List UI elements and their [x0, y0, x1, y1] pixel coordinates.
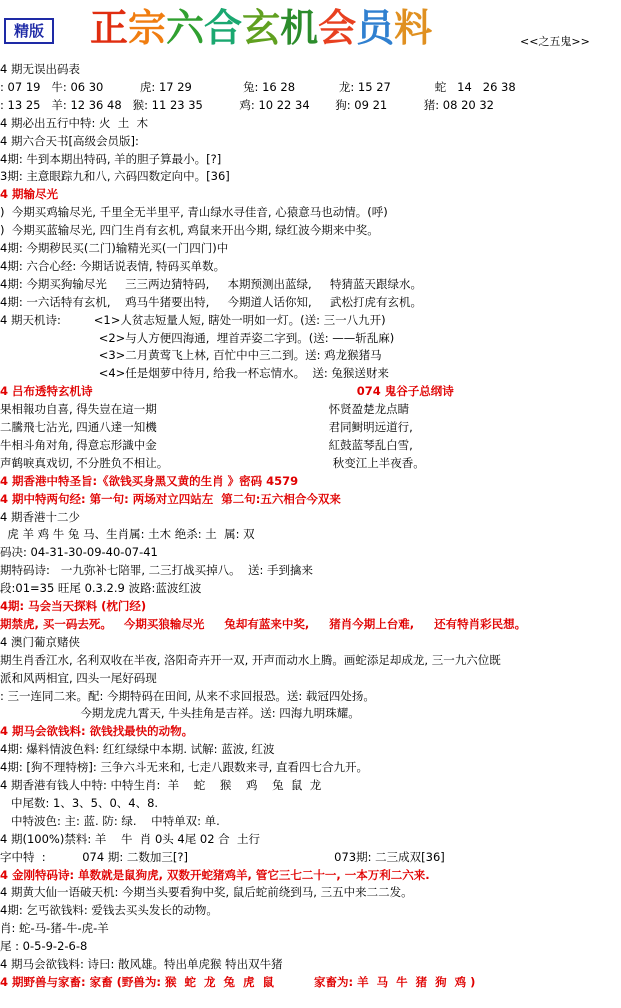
section-heading-line: 4 期野兽与家畜: 家畜 (野兽为: 猴 蛇 龙 兔 虎 鼠 家畜为: 羊 马 牛 猪 狗 鸡 ) [0, 974, 476, 989]
text-line: 4 期天机诗: <1>人贫志短量人短, 瞎处一明如一灯。(送: 三一八九开) [0, 312, 386, 327]
section-heading-line: 期禁虎, 买一码去死。 今期买狼输尽光 兔却有蓝来中奖, 猪肖今期上台难, 还有特肖彩民想。 [0, 616, 527, 631]
text-line: 期特码诗: 一九弥补七陪罪, 二三打战买掉八。 送: 手到擒来 [0, 563, 313, 578]
text-line: 段:01=35 旺尾 0.3.2.9 波路:蓝波红波 [0, 581, 202, 596]
title-char: 会 [318, 5, 357, 50]
text-line: 派和风两相宜, 四头一尾好码现 [0, 670, 157, 685]
title-char: 机 [280, 5, 319, 50]
text-line: 尾 : 0-5-9-2-6-8 [0, 939, 88, 954]
page-header [0, 0, 621, 60]
page-title [90, 4, 432, 52]
section-heading-line: 4 期马会欲钱料: 欲钱找最快的动物。 [0, 724, 194, 739]
text-line: 4期: 今期秽民买(二门)输精光买(一门四门)中 [0, 241, 229, 255]
text-line: 4 期必出五行中特: 火 土 木 [0, 115, 149, 130]
title-char: 宗 [128, 5, 167, 50]
text-line: 牛相斗角对角, 得意忘形識中金 紅鼓蓝琴乱白雪, [0, 437, 413, 452]
text-line: 中特波色: 主: 蓝. 防: 绿. 中特单双: 单. [0, 813, 220, 828]
text-line: 4 澳门葡京赌侠 [0, 634, 80, 649]
text-line: 4期: 一六话特有玄机, 鸡马牛猪要出特, 今期道人话你知, 武松打虎有玄机。 [0, 294, 422, 309]
text-line: <4>任是烟萝中待月, 给我一杯忘情水。 送: 兔猴送财来 [0, 366, 389, 381]
title-char: 合 [204, 5, 243, 50]
text-line: 声鹤唳真戏切, 不分胜负不相让。 秋变江上半夜香。 [0, 455, 425, 470]
page-subtitle: <<之五鬼>> [520, 35, 590, 48]
text-line: 4期: 爆料情波色料: 红红绿绿中本期. 试解: 蓝波, 红波 [0, 742, 275, 757]
text-line: 虎 羊 鸡 牛 兔 马、生肖属: 土木 绝杀: 土 属: 双 [0, 527, 255, 542]
text-line: 4期: [狗不理特榜]: 三争六斗无来和, 七走八跟数来寻, 直看四七合九开。 [0, 760, 368, 775]
text-line: 4 期香港十二少 [0, 509, 80, 524]
section-heading-line: 4 期香港中特圣旨:《欲钱买身黑又黄的生肖 》密码 4579 [0, 473, 299, 488]
text-line: 期生肖香江水, 名利双收在半夜, 洛阳奇卉开一双, 开声而动水上腾。画蛇添足却成龙, 三一九六位既 [0, 652, 501, 667]
text-line: 4 期(100%)禁料: 羊 牛 肖 0头 4尾 02 合 土行 [0, 831, 260, 846]
section-heading-line: 4 吕布透特玄机诗 074 鬼谷子总纲诗 [0, 384, 454, 399]
text-line: 码决: 04-31-30-09-40-07-41 [0, 545, 158, 560]
text-line: : 07 19 牛: 06 30 虎: 17 29 兔: 16 28 龙: 15 27 蛇 14 26 38 [0, 79, 516, 94]
text-line: 4期: 今期买狗输尽光 三三两边猜特码, 本期预测出蓝绿, 特猜蓝天跟绿水。 [0, 276, 422, 291]
text-line: 4 期马会欲钱料: 诗曰: 散风雄。特出单虎猴 特出双牛猪 [0, 957, 283, 971]
section-heading-line: 4 金刚特码诗: 单数就是鼠狗虎, 双数开蛇猪鸡羊, 管它三七二十一, 一本万利二六来. [0, 867, 430, 882]
text-line: 今期龙虎九霄天, 牛头挂角是吉祥。送: 四海九明珠耀。 [0, 706, 360, 721]
title-char: 员 [356, 5, 395, 50]
section-heading-line: 4 期输尽光 [0, 187, 59, 202]
section-heading-line: 4 期中特两句经: 第一句: 两场对立四站左 第二句:五六相合今双来 [0, 491, 341, 506]
text-line: : 三一连同二来。配: 今期特码在田间, 从来不求回报恐。送: 载冠四处扬。 [0, 688, 375, 703]
text-line: 4 期六合天书[高级会员版]: [0, 133, 139, 148]
text-line: 果相報功自喜, 得失豈在這一期 怀贤盈楚龙点睛 [0, 402, 410, 417]
text-line: <3>二月黄莺飞上林, 百忙中中三二到。送: 鸡龙猴猪马 [0, 348, 382, 363]
title-char: 六 [166, 5, 205, 50]
text-line: 3期: 主意眼踪九和八, 六码四数定向中。[36] [0, 169, 230, 184]
text-line: 中尾数: 1、3、5、0、4、8. [0, 795, 159, 810]
text-line: 4期: 乞丐欲钱料: 爱钱去买头发长的动物。 [0, 903, 218, 918]
text-line: 4 期黄大仙一语破天机: 今期当头要看狗中奖, 鼠后蛇前绕到马, 三五中来二二发。 [0, 885, 413, 900]
text-line: 4 期香港有钱人中特: 中特生肖: 羊 蛇 猴 鸡 兔 鼠 龙 [0, 778, 322, 792]
title-char: 正 [90, 5, 129, 50]
text-line: 字中特 : 074 期: 二数加三[?] 073期: 二三成双[36] [0, 849, 445, 864]
text-line: <2>与人方便四海通, 埋首弄姿二字到。(送: ——斩乱麻) [0, 330, 395, 345]
title-char: 玄 [242, 5, 281, 50]
text-line: 肖: 蛇-马-猪-牛-虎-羊 [0, 921, 109, 936]
text-line: 4期: 牛到本期出特码, 羊的胆子算最小。[?] [0, 151, 222, 166]
edition-badge: 精版 [4, 18, 54, 44]
title-char: 料 [394, 5, 433, 50]
text-line: ) 今期买鸡输尽光, 千里全无半里平, 青山绿水寻佳音, 心猿意马也动情。(呼) [0, 205, 388, 220]
text-line: : 13 25 羊: 12 36 48 猴: 11 23 35 鸡: 10 22 34 狗: 09 21 猪: 08 20 32 [0, 97, 494, 112]
text-line: 4期: 六合心经: 今期话说表情, 特码买单数。 [0, 258, 226, 273]
section-heading-line: 4期: 马会当天探料 (枕门经) [0, 599, 147, 613]
text-line: ) 今期买蓝输尽光, 四门生肖有玄机, 鸡鼠来开出今期, 绿红波今期来中奖。 [0, 223, 379, 238]
text-line: 二騰飛七沾光, 四通八達一知機 君同鲥明远道行, [0, 420, 413, 434]
text-line: 4 期无误出码表 [0, 62, 80, 76]
